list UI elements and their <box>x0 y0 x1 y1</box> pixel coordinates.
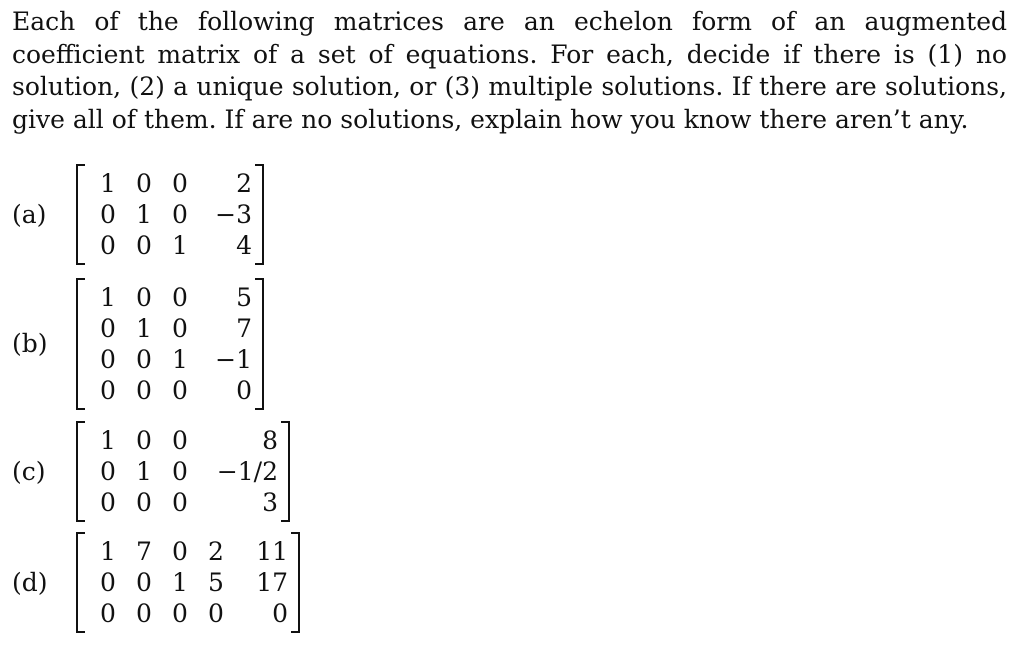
matrix-cell: 0 <box>136 426 152 455</box>
matrix-cell: 8 <box>262 426 278 455</box>
problem-d <box>12 532 300 633</box>
matrix-cell: 1 <box>100 426 116 455</box>
instructions-text: Each of the following matrices are an echelon form of an augmented coefficient matrix of a set of equations. For each, decide if there is (1) no solution, (2) a unique solution, or (3) multiple solutions. If there are solutions, give all of them. If are no solutions, explain how you know there aren’t any. <box>12 7 1007 134</box>
matrix-cell: 1 <box>100 283 116 312</box>
matrix-cell: −3 <box>215 200 252 229</box>
left-bracket <box>76 164 85 265</box>
matrix-cell: 1 <box>172 231 188 260</box>
matrix-row <box>90 168 254 199</box>
matrix-cell: 0 <box>236 376 252 405</box>
matrix-cell: 0 <box>172 200 188 229</box>
matrix-cell: 0 <box>136 568 152 597</box>
matrix-cell: 3 <box>262 488 278 517</box>
matrix-cell: 0 <box>136 283 152 312</box>
matrix-cell: 0 <box>100 599 116 628</box>
matrix-cell: 0 <box>272 599 288 628</box>
matrix-cell: −1 <box>215 345 252 374</box>
matrix-cell: 0 <box>172 537 188 566</box>
left-bracket <box>76 278 85 410</box>
matrix-d <box>76 532 300 633</box>
matrix-cell: 0 <box>100 345 116 374</box>
problem-b <box>12 278 264 410</box>
matrix-cell: 11 <box>256 537 288 566</box>
matrix-cell: 1 <box>172 345 188 374</box>
matrix-cell: 0 <box>100 488 116 517</box>
matrix-row <box>90 567 290 598</box>
matrix-row <box>90 230 254 261</box>
matrix-cell: 0 <box>172 314 188 343</box>
right-bracket <box>281 421 290 522</box>
matrix-cell: 0 <box>172 376 188 405</box>
right-bracket <box>255 164 264 265</box>
problem-c <box>12 421 290 522</box>
matrix-cell: 1 <box>136 314 152 343</box>
matrix-cell: 0 <box>136 376 152 405</box>
matrix-cell: 5 <box>236 283 252 312</box>
matrix-row <box>90 425 280 456</box>
matrix-row <box>90 344 254 375</box>
matrix-cell: 0 <box>136 599 152 628</box>
matrix-cell: 0 <box>172 283 188 312</box>
matrix-row <box>90 282 254 313</box>
matrix-cell: −1/2 <box>216 457 278 486</box>
matrix-cell: 2 <box>236 169 252 198</box>
matrix-cell: 0 <box>136 169 152 198</box>
matrix-cell: 0 <box>136 345 152 374</box>
matrix-cell: 1 <box>100 169 116 198</box>
matrix-table <box>90 168 254 261</box>
matrix-cell: 2 <box>208 537 224 566</box>
matrix-row <box>90 487 280 518</box>
matrix-cell: 1 <box>136 200 152 229</box>
matrix-cell: 0 <box>100 568 116 597</box>
matrix-cell: 0 <box>100 200 116 229</box>
matrix-cell: 1 <box>172 568 188 597</box>
matrix-cell: 7 <box>236 314 252 343</box>
matrix-cell: 0 <box>136 231 152 260</box>
right-bracket <box>291 532 300 633</box>
matrix-cell: 0 <box>136 488 152 517</box>
matrix-row <box>90 598 290 629</box>
left-bracket <box>76 421 85 522</box>
matrix-table <box>90 536 290 629</box>
matrix-table <box>90 282 254 406</box>
matrix-cell: 1 <box>100 537 116 566</box>
matrix-row <box>90 199 254 230</box>
matrix-row <box>90 375 254 406</box>
matrix-cell: 0 <box>172 426 188 455</box>
matrix-cell: 0 <box>100 376 116 405</box>
matrix-cell: 0 <box>172 599 188 628</box>
matrix-cell: 17 <box>256 568 288 597</box>
matrix-cell: 0 <box>100 314 116 343</box>
matrix-row <box>90 313 254 344</box>
matrix-cell: 5 <box>208 568 224 597</box>
matrix-row <box>90 456 280 487</box>
right-bracket <box>255 278 264 410</box>
matrix-cell: 0 <box>172 169 188 198</box>
problem-a <box>12 164 264 265</box>
problem-label: (a) <box>12 199 47 229</box>
left-bracket <box>76 532 85 633</box>
matrix-cell: 1 <box>136 457 152 486</box>
matrix-a <box>76 164 264 265</box>
problem-label: (d) <box>12 567 48 597</box>
matrix-c <box>76 421 290 522</box>
matrix-cell: 0 <box>100 231 116 260</box>
matrix-table <box>90 425 280 518</box>
matrix-cell: 4 <box>236 231 252 260</box>
matrix-cell: 0 <box>172 488 188 517</box>
matrix-cell: 7 <box>136 537 152 566</box>
matrix-cell: 0 <box>172 457 188 486</box>
matrix-cell: 0 <box>208 599 224 628</box>
matrix-cell: 0 <box>100 457 116 486</box>
problem-label: (b) <box>12 329 48 358</box>
matrix-b <box>76 278 264 410</box>
matrix-row <box>90 536 290 567</box>
problem-label: (c) <box>12 456 46 486</box>
